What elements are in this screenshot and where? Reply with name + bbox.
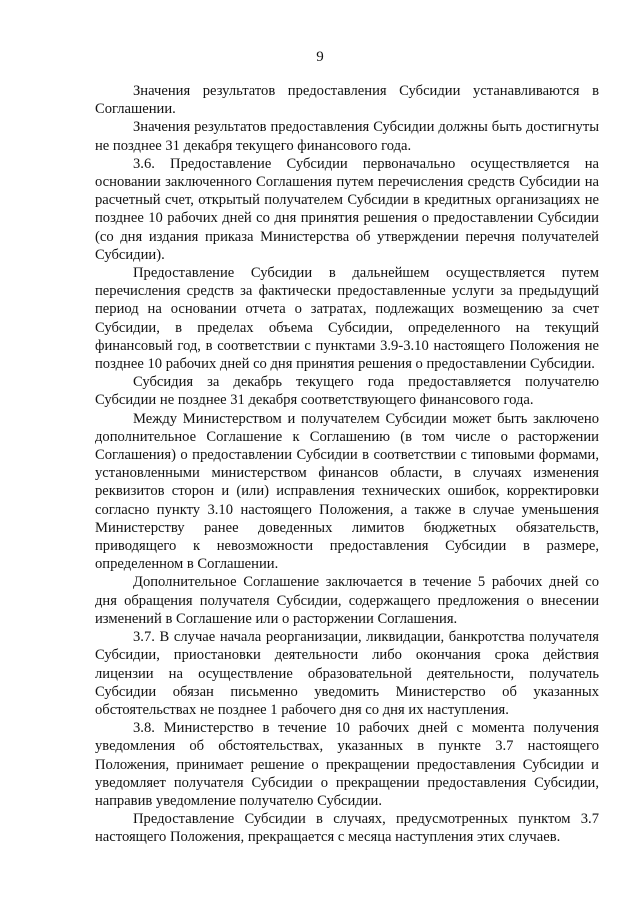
paragraph-results-deadline: Значения результатов предоставления Субсидии должны быть достигнуты не позднее 31 декабря текущего финансового года. [95, 119, 599, 154]
paragraph-results-in-agreement: Значения результатов предоставления Субсидии устанавливаются в Соглашении. [95, 83, 599, 118]
paragraph-clause-3-7: 3.7. В случае начала реорганизации, ликвидации, банкротства получателя Субсидии, приостановки деятельности либо окончания срока действия лицензии на осуществление образовательной деятельности, получатель Субсидии обязан письменно уведомить Министерство об указанных обстоятельствах не позднее 1 рабочего дня со дня их наступления. [95, 629, 599, 718]
paragraph-further-provision: Предоставление Субсидии в дальнейшем осуществляется путем перечисления средств за фактически предоставленные услуги за предыдущий период на основании отчета о затратах, подлежащих возмещению за счет Субсидии, в пределах объема Субсидии, определенного на текущий финансовый год, в соответствии с пунктами 3.9-3.10 настоящего Положения не позднее 10 рабочих дней со дня принятия решения о предоставлении Субсидии. [95, 265, 599, 373]
paragraph-clause-3-6: 3.6. Предоставление Субсидии первоначально осуществляется на основании заключенного Соглашения путем перечисления средств Субсидии на расчетный счет, открытый получателем Субсидии в кредитных организациях не позднее 10 рабочих дней со дня принятия решения о предоставлении Субсидии (со дня издания приказа Министерства об утверждении перечня получателей Субсидии). [95, 155, 599, 263]
paragraph-clause-3-8: 3.8. Министерство в течение 10 рабочих дней с момента получения уведомления об обстоятельствах, указанных в пункте 3.7 настоящего Положения, принимает решение о прекращении предоставления Субсидии и уведомляет получателя Субсидии о прекращении предоставления Субсидии, направив уведомление получателю Субсидии. [95, 720, 599, 809]
paragraph-additional-agreement-term: Дополнительное Соглашение заключается в течение 5 рабочих дней со дня обращения получателя Субсидии, содержащего предложения о внесении изменений в Соглашение или о расторжении Соглашения. [95, 574, 599, 627]
paragraph-additional-agreement: Между Министерством и получателем Субсидии может быть заключено дополнительное Соглашение к Соглашению (в том числе о расторжении Соглашения) о предоставлении Субсидии в соответствии с типовыми формами, установленными министерством финансов области, в случаях изменения реквизитов сторон и (или) исправления технических ошибок, корректировки согласно пункту 3.10 настоящего Положения, а также в случае уменьшения Министерству ранее доведенных лимитов бюджетных обязательств, приводящего к невозможности предоставления Субсидии в размере, определенном в Соглашении. [95, 410, 599, 573]
document-body [95, 82, 599, 847]
paragraph-termination: Предоставление Субсидии в случаях, предусмотренных пунктом 3.7 настоящего Положения, прекращается с месяца наступления этих случаев. [95, 811, 599, 846]
paragraph-december-subsidy: Субсидия за декабрь текущего года предоставляется получателю Субсидии не позднее 31 декабря соответствующего финансового года. [95, 374, 599, 409]
page-number: 9 [316, 49, 324, 65]
